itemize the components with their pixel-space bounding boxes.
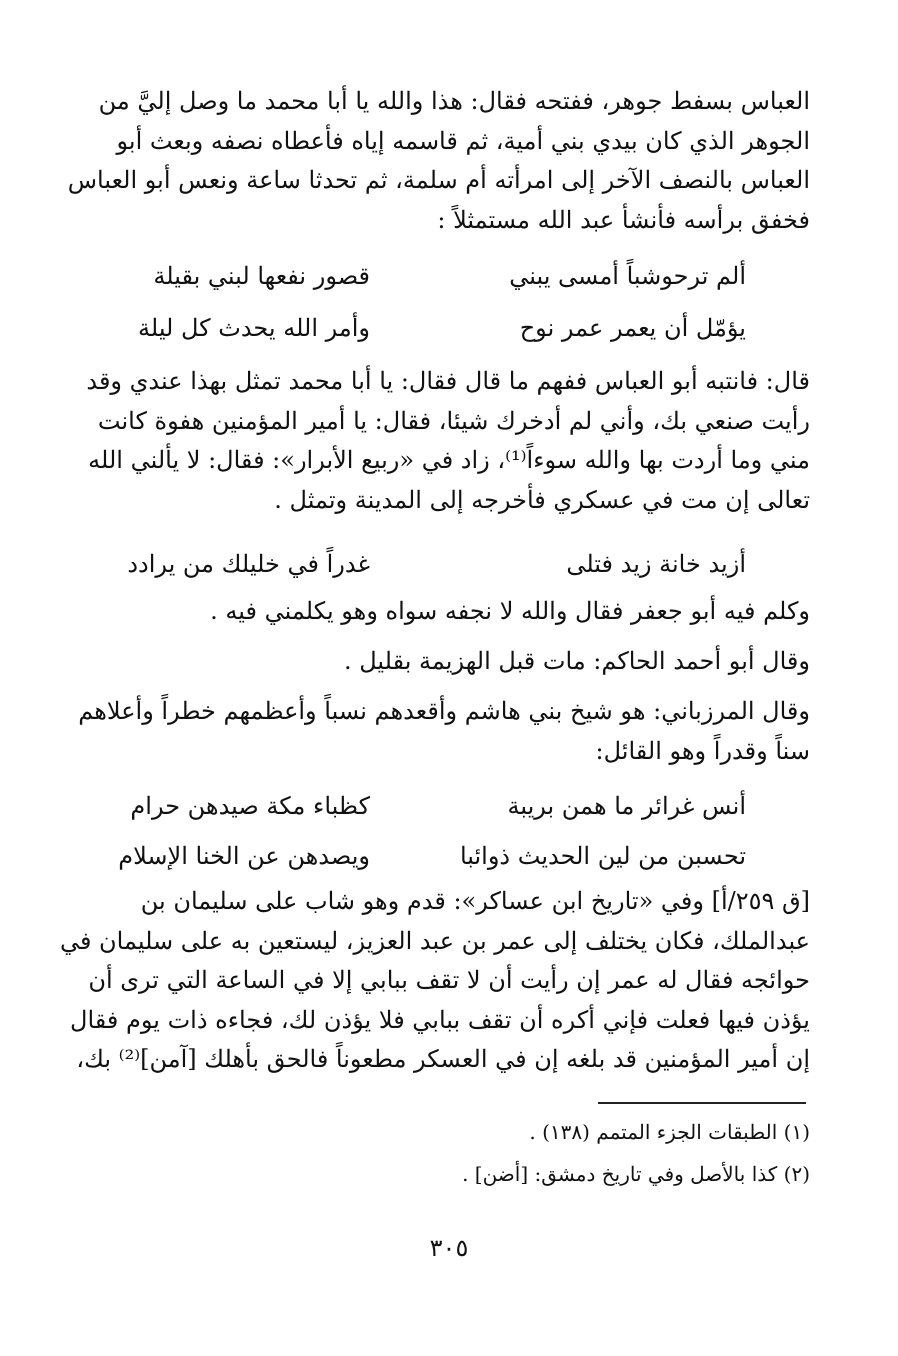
text-line: فخفق برأسه فأنشأ عبد الله مستمثلاً : <box>437 205 810 234</box>
verse-4-first-hemistich: أنس غرائر ما همن بريبة <box>507 792 746 820</box>
verse-5-second-hemistich: ويصدهن عن الخنا الإسلام <box>118 842 370 870</box>
paragraph-6 <box>59 882 810 1080</box>
text-line: وكلم فيه أبو جعفر فقال والله لا نجفه سواه وهو يكلمني فيه . <box>210 597 810 625</box>
text-line: رأيت صنعي بك، وأني لم أدخرك شيئا، فقال: يا أمير المؤمنين هفوة كانت <box>97 406 810 435</box>
text-line: عبدالملك، فكان يختلف إلى عمر بن عبد العزيز، ليستعين به على سليمان في <box>59 926 810 955</box>
verse-1-second-hemistich: قصور نفعها لبني بقيلة <box>153 262 370 290</box>
verse-1-first-hemistich: ألم ترحوشباً أمسى يبني <box>509 262 746 290</box>
text-line: سناً وقدراً وهو القائل: <box>595 736 810 765</box>
text-line: وقال أبو أحمد الحاكم: مات قبل الهزيمة بقليل . <box>343 647 810 675</box>
verse-4-second-hemistich: كظباء مكة صيدهن حرام <box>130 792 370 820</box>
verse-2-second-hemistich: وأمر الله يحدث كل ليلة <box>138 314 370 342</box>
text-line: مني وما أردت بها والله سوءاً⁽¹⁾، زاد في «ربيع الأبرار»: فقال: لا يألني الله <box>88 446 810 474</box>
text-line: حوائجه فقال له عمر إن رأيت أن لا تقف ببابي إلا في الساعة التي ترى أن <box>88 966 810 994</box>
verse-5-first-hemistich: تحسبن من لين الحديث ذوائبا <box>459 842 746 870</box>
paragraph-2 <box>86 362 810 520</box>
text-line: العباس بسفط جوهر، ففتحه فقال: هذا والله يا أبا محمد ما وصل إليَّ من <box>98 87 810 115</box>
text-line: إن أمير المؤمنين قد بلغه إن في العسكر مطعوناً فالحق بأهلك [آمن]⁽²⁾ بك، <box>76 1045 810 1073</box>
verse-3-second-hemistich: غدراً في خليلك من يرادد <box>127 550 370 578</box>
text-line: [ق ٢٥٩/أ] وفي «تاريخ ابن عساكر»: قدم وهو شاب على سليمان بن <box>140 887 810 915</box>
footnote-1: (١) الطبقات الجزء المتمم (١٣٨) . <box>529 1120 810 1144</box>
text-line: وقال المرزباني: هو شيخ بني هاشم وأقعدهم نسباً وأعظمهم خطراً وأعلاهم <box>78 697 810 725</box>
paragraph-1 <box>67 82 810 240</box>
footnote-separator <box>598 1102 806 1104</box>
text-line: قال: فانتبه أبو العباس ففهم ما قال فقال: يا أبا محمد تمثل بهذا عندي وقد <box>86 367 810 395</box>
text-line: الجوهر الذي كان بيدي بني أمية، ثم قاسمه إياه فأعطاه نصفه وبعث أبو <box>116 126 810 155</box>
paragraph-5 <box>78 692 810 771</box>
verse-3-first-hemistich: أزيد خانة زيد فتلى <box>566 550 746 578</box>
text-line: تعالى إن مت في عسكري فأخرجه إلى المدينة وتمثل . <box>274 485 810 514</box>
footnote-2: (٢) كذا بالأصل وفي تاريخ دمشق: [أضن] . <box>462 1162 810 1186</box>
text-line: العباس بالنصف الآخر إلى امرأته أم سلمة، ثم تحدثا ساعة ونعس أبو العباس <box>67 166 810 194</box>
text-line: يؤذن فيها فعلت فإني أكره أن تقف ببابي فلا يؤذن لك، فجاءه ذات يوم فقال <box>70 1005 810 1034</box>
page-number: ٣٠٥ <box>429 1234 469 1262</box>
verse-2-first-hemistich: يؤمّل أن يعمر عمر نوح <box>519 314 746 342</box>
paragraph-4 <box>98 642 810 682</box>
paragraph-3 <box>98 592 810 632</box>
